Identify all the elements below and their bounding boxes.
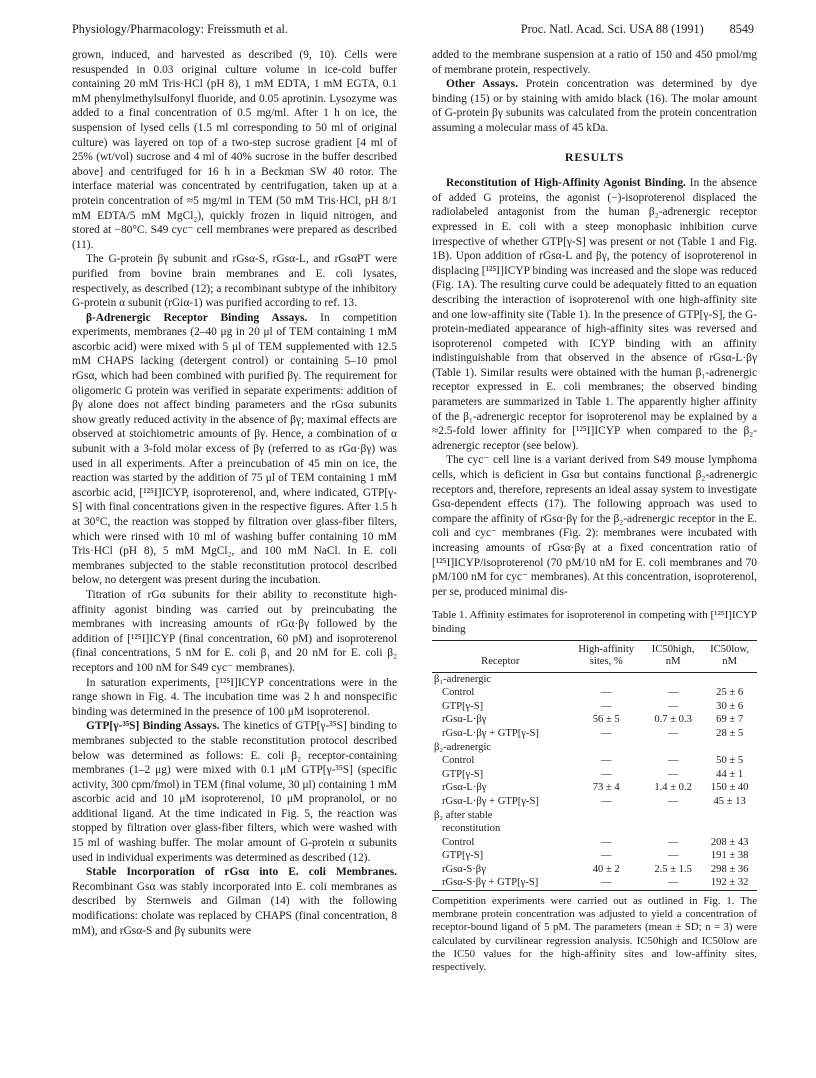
table-row <box>432 713 757 727</box>
table-cell: — <box>667 700 679 712</box>
table-cell: 150 ± 40 <box>710 782 749 794</box>
table-body <box>432 672 757 891</box>
paragraph-reconstitution <box>432 176 757 453</box>
left-column <box>72 48 397 938</box>
table-cell: 44 ± 1 <box>716 768 744 780</box>
table-cell: — <box>600 795 612 807</box>
run-in-heading-other-assays: Other Assays. <box>446 78 518 91</box>
right-column <box>432 48 757 974</box>
page-number: 8549 <box>729 22 754 36</box>
table-cell: — <box>667 836 679 848</box>
paragraph-binding-assays <box>72 311 397 588</box>
table-cell: — <box>600 755 612 767</box>
table-cell: 0.7 ± 0.3 <box>654 714 692 726</box>
table-cell-receptor: Control <box>442 836 475 848</box>
table-cell: 298 ± 36 <box>710 863 749 875</box>
paragraph-other-assays-text: Protein concentration was determined by dye binding (15) or by staining with amido black (16). The molar amount of G-protein βγ subunits was calculated from the protein concentration assuming a molecular mass of 45 kDa. <box>432 78 758 134</box>
table-row <box>432 863 757 877</box>
table-cell: — <box>600 687 612 699</box>
table-cell: — <box>667 795 679 807</box>
table-cell: 191 ± 38 <box>710 850 749 862</box>
table-cell: 50 ± 5 <box>716 755 744 767</box>
table-cell-receptor: rGsα-L·βγ + GTP[γ-S] <box>442 727 539 739</box>
table-row <box>432 781 757 795</box>
table-header-ic50low: IC50low, nM <box>702 640 757 672</box>
table-cell: 45 ± 13 <box>713 795 746 807</box>
journal-citation: Proc. Natl. Acad. Sci. USA 88 (1991) <box>520 22 704 36</box>
table-cell: 73 ± 4 <box>592 782 620 794</box>
table-cell: — <box>644 876 702 890</box>
table-cell: 1.4 ± 0.2 <box>654 782 692 794</box>
table-group-label: β₂-adrenergic <box>434 741 492 753</box>
table-header-receptor: Receptor <box>432 640 569 672</box>
table-cell: — <box>600 727 612 739</box>
table-cell: 69 ± 7 <box>716 714 744 726</box>
table-group-row <box>432 741 757 755</box>
table-cell: — <box>667 768 679 780</box>
table-caption: Table 1. Affinity estimates for isoproterenol in competing with [¹²⁵I]ICYP binding <box>432 609 757 635</box>
table-cell-receptor: rGsα-L·βγ + GTP[γ-S] <box>442 795 539 807</box>
table-cell-receptor: rGsα-S·βγ <box>442 863 486 875</box>
table-row <box>432 795 757 809</box>
paragraph-protein-purification: The G-protein βγ subunit and rGsα-S, rGsα-L, and rGsαPT were purified from bovine brain membranes and E. coli lysates, respectively, as described (12); a recombinant subtype of the inhibitory G-protein α subunit (rGiα-1) was purified according to ref. 13. <box>72 253 397 310</box>
table-group-label-continued: reconstitution <box>442 823 501 835</box>
table-header-high-affinity: High-affinity sites, % <box>569 640 644 672</box>
table-row <box>432 768 757 782</box>
table-cell: — <box>600 700 612 712</box>
table-header-ic50high: IC50high, nM <box>644 640 702 672</box>
paragraph-reconstitution-text: In the absence of added G proteins, the agonist (−)-isoproterenol displaced the radiolabeled antagonist from the human β₂-adrenergic receptor expressed in E. coli with a steep monophasic inhibition curve irrespective of whether GTP[γ-S] was present or not (Table 1 and Fig. 1B). Upon addition of rGsα-L and βγ, the potency of isoproterenol in displacing [¹²⁵I]ICYP binding was increased and the slope was reduced (Fig. 1A). The resulting curve could be adequately fitted to an equation describing the interaction of isoproterenol with one high-affinity site and one low-affinity site (Table 1). In the presence of GTP[γ-S], the G-protein-mediated appearance of high-affinity sites was reversed and isoproterenol competed with ICYP binding with an affinity indistinguishable from that observed in the absence of rGsα-L·βγ (Table 1). Similar results were obtained with the human β₁-adrenergic receptor expressed in E. coli membranes; the observed binding parameters are summarized in Table 1. The apparently higher affinity of the β₁-adrenergic receptor for isoproterenol may be explained by a ≈2.5-fold lower affinity for [¹²⁵I]ICYP when compared to the β₂-adrenergic receptor (see below). <box>432 177 757 452</box>
paragraph-binding-assays-text: In competition experiments, membranes (2–40 μg in 20 μl of TEM containing 1 mM ascorbic acid) were mixed with 5 μl of TEM supplemented with 12.5 mM CHAPS lacking (detergent control) or containing 5–10 pmol rGsα, which had been combined with purified βγ. The requirement for oligomeric G protein was verified in separate experiments: addition of βγ alone does not affect binding parameters and the rGsα subunits show greatly reduced activity in the absence of βγ; maximal effects are observed at stoichiometric amounts of βγ. Hence, a combination of α subunit with a 3-fold molar excess of βγ (referred to as rGα·βγ) was used in all experiments. After a preincubation of 45 min on ice, the reaction was started by the addition of 75 μl of TEM containing 1 mM ascorbic acid, [¹²⁵I]ICYP, isoproterenol, and, where indicated, GTP[γ-S] with final concentrations given in the respective figures. After 1.5 h at 30°C, the reaction was stopped by filtration over glass-fiber filters, which were rinsed with 10 ml of washing buffer containing 10 mM Tris·HCl (pH 8), 5 mM MgCl₂, and 100 mM NaCl. In E. coli membranes subjected to the stable reconstitution protocol described below, no detergent was present during the incubation. <box>72 311 397 587</box>
table-cell-receptor: GTP[γ-S] <box>442 768 484 780</box>
table-cell-receptor: GTP[γ-S] <box>442 850 484 862</box>
table-cell-receptor: rGsα-S·βγ + GTP[γ-S] <box>432 876 569 890</box>
table-row <box>432 836 757 850</box>
table-cell: 208 ± 43 <box>710 836 749 848</box>
table-affinity-estimates <box>432 640 757 892</box>
table-cell-receptor: Control <box>442 687 475 699</box>
table-footnote: Competition experiments were carried out as outlined in Fig. 1. The membrane protein concentration was adjusted to yield a concentration of receptor-bound ligand of 5 pM. The parameters (mean ± SD; n = 3) were calculated by curvilinear regression analysis. IC50high and IC50low are the IC50 values for the high-affinity sites and low-affinity sites, respectively. <box>432 895 757 974</box>
table-cell-receptor: rGsα-L·βγ <box>442 714 487 726</box>
table-cell: 56 ± 5 <box>592 714 620 726</box>
table-row <box>432 727 757 741</box>
table-cell: — <box>667 850 679 862</box>
paragraph-stable-incorporation-text: Recombinant Gsα was stably incorporated into E. coli membranes as described by Sternweis and Gilman (14) with the following modifications: cholate was replaced by CHAPS (final concentration, 8 mM), and rGsα-S and βγ subunits were <box>72 880 397 937</box>
run-in-heading-reconstitution: Reconstitution of High-Affinity Agonist Binding. <box>446 177 686 190</box>
table-cell: — <box>600 768 612 780</box>
paragraph-gtp-binding-text: The kinetics of GTP[γ-³⁵S] binding to membranes subjected to the stable reconstitution protocol described below was determined as follows: E. coli β₂ receptor-containing membranes (1–2 μg) were mixed with 0.1 μM GTP[γ-³⁵S] (specific activity, 300 cpm/fmol) in TEM (final volume, 30 μl) containing 1 mM ascorbic acid and 10 μM isoproterenol, 10 μM propranolol, or no additional ligand. At the time indicated in Fig. 5, the reaction was stopped by filtration over glass-fiber filters, which were washed with 15 ml of washing buffer. The molar amount of G-protein α subunits used in individual experiments was determined as described (12). <box>72 720 398 864</box>
run-in-heading-binding-assays: β-Adrenergic Receptor Binding Assays. <box>86 311 308 324</box>
table-group-row <box>432 809 757 823</box>
table-row <box>432 686 757 700</box>
paragraph-cyc-cells: The cyc⁻ cell line is a variant derived from S49 mouse lymphoma cells, which is deficient in Gsα but contains functional β₂-adrenergic receptors and, therefore, represents an ideal assay system to investigate Gsα-dependent effects (17). The following approach was used to compare the affinity of rGsα·βγ for the β₂-adrenergic receptor in the E. coli and cyc⁻ membranes (Fig. 2): membranes were incubated with increasing amounts of rGsα·βγ at a fixed concentration ratio of [¹²⁵I]ICYP/isoproterenol (70 pM/10 nM for E. coli membranes and 70 pM/100 nM for cyc⁻ membranes). At this concentration, isoproterenol, per se, produced minimal dis- <box>432 454 757 598</box>
paragraph-other-assays <box>432 77 757 135</box>
table-cell: 30 ± 6 <box>716 700 744 712</box>
paragraph-stable-incorporation <box>72 865 397 938</box>
table-row <box>432 849 757 863</box>
table-cell: — <box>667 727 679 739</box>
paragraph-titration: Titration of rGα subunits for their ability to reconstitute high-affinity agonist binding was carried out by preincubating the membranes with increasing amounts of rGα·βγ followed by the addition of [¹²⁵I]ICYP (final concentration, 60 pM) and isoproterenol (final concentrations, 5 nM for E. coli β₁ and 20 nM for E. coli β₂ receptors and 100 nM for S49 cyc⁻ membranes). <box>72 588 397 674</box>
running-header-left: Physiology/Pharmacology: Freissmuth et al. <box>72 22 288 36</box>
table-group-label: β₁-adrenergic <box>434 673 492 685</box>
paragraph-continuation: added to the membrane suspension at a ratio of 150 and 450 pmol/mg of membrane protein, respectively. <box>432 49 757 76</box>
table-row <box>432 700 757 714</box>
table-cell: — <box>600 850 612 862</box>
run-in-heading-gtp-binding: GTP[γ-³⁵S] Binding Assays. <box>86 720 220 733</box>
table-group-row <box>432 672 757 686</box>
section-title-results: RESULTS <box>564 149 625 164</box>
running-header-right <box>521 22 754 37</box>
paragraph-cell-prep: grown, induced, and harvested as described (9, 10). Cells were resuspended in 0.03 original culture volume in ice-cold buffer containing 20 mM Tris·HCl (pH 8), 1 mM EDTA, 1 mM EGTA, 0.1 mM phenylmethylsulfonyl fluoride, and 0.05 aprotinin. Lysozyme was added to a final concentration of 0.5 mg/ml. After 1 h on ice, the suspension of lysed cells (1.5 ml corresponding to 50 ml of original culture) was layered on top of a two-step sucrose gradient [4 ml of 25% (wt/vol) sucrose and 4 ml of 40% sucrose in the buffer described above] and centrifuged for 16 h in a Beckman SW 40 rotor. The interface material was concentrated by centrifugation, taken up at a protein concentration of ≈5 mg/ml in TEM (50 mM Tris·HCl, pH 8/1 mM EDTA/5 mM MgCl₂), quickly frozen in liquid nitrogen, and stored at −80°C. S49 cyc⁻ cell membranes were prepared as described (11). <box>72 49 397 251</box>
table-cell: 2.5 ± 1.5 <box>654 863 692 875</box>
table-cell: — <box>569 876 644 890</box>
table-cell: — <box>667 755 679 767</box>
running-header <box>72 22 754 37</box>
table-cell: 28 ± 5 <box>716 727 744 739</box>
table-cell-receptor: rGsα-L·βγ <box>442 782 487 794</box>
table-cell: — <box>667 687 679 699</box>
table-cell: 192 ± 32 <box>702 876 757 890</box>
paragraph-gtp-binding <box>72 719 397 865</box>
table-group-label: β₂ after stable <box>434 809 493 821</box>
table-cell-receptor: Control <box>442 755 475 767</box>
table-row <box>432 754 757 768</box>
table-cell-receptor: GTP[γ-S] <box>442 700 484 712</box>
run-in-heading-stable-incorporation: Stable Incorporation of rGsα into E. coli Membranes. <box>86 866 397 879</box>
table-header-row <box>432 640 757 672</box>
table-cell: 40 ± 2 <box>592 863 620 875</box>
table-cell: — <box>600 836 612 848</box>
paragraph-saturation: In saturation experiments, [¹²⁵I]ICYP concentrations were in the range shown in Fig. 4. The incubation time was 2 h and nonspecific binding was determined in the presence of 100 μM isoproterenol. <box>72 676 397 718</box>
table-group-row <box>432 822 757 836</box>
table-row <box>432 876 757 890</box>
table-cell: 25 ± 6 <box>716 687 744 699</box>
